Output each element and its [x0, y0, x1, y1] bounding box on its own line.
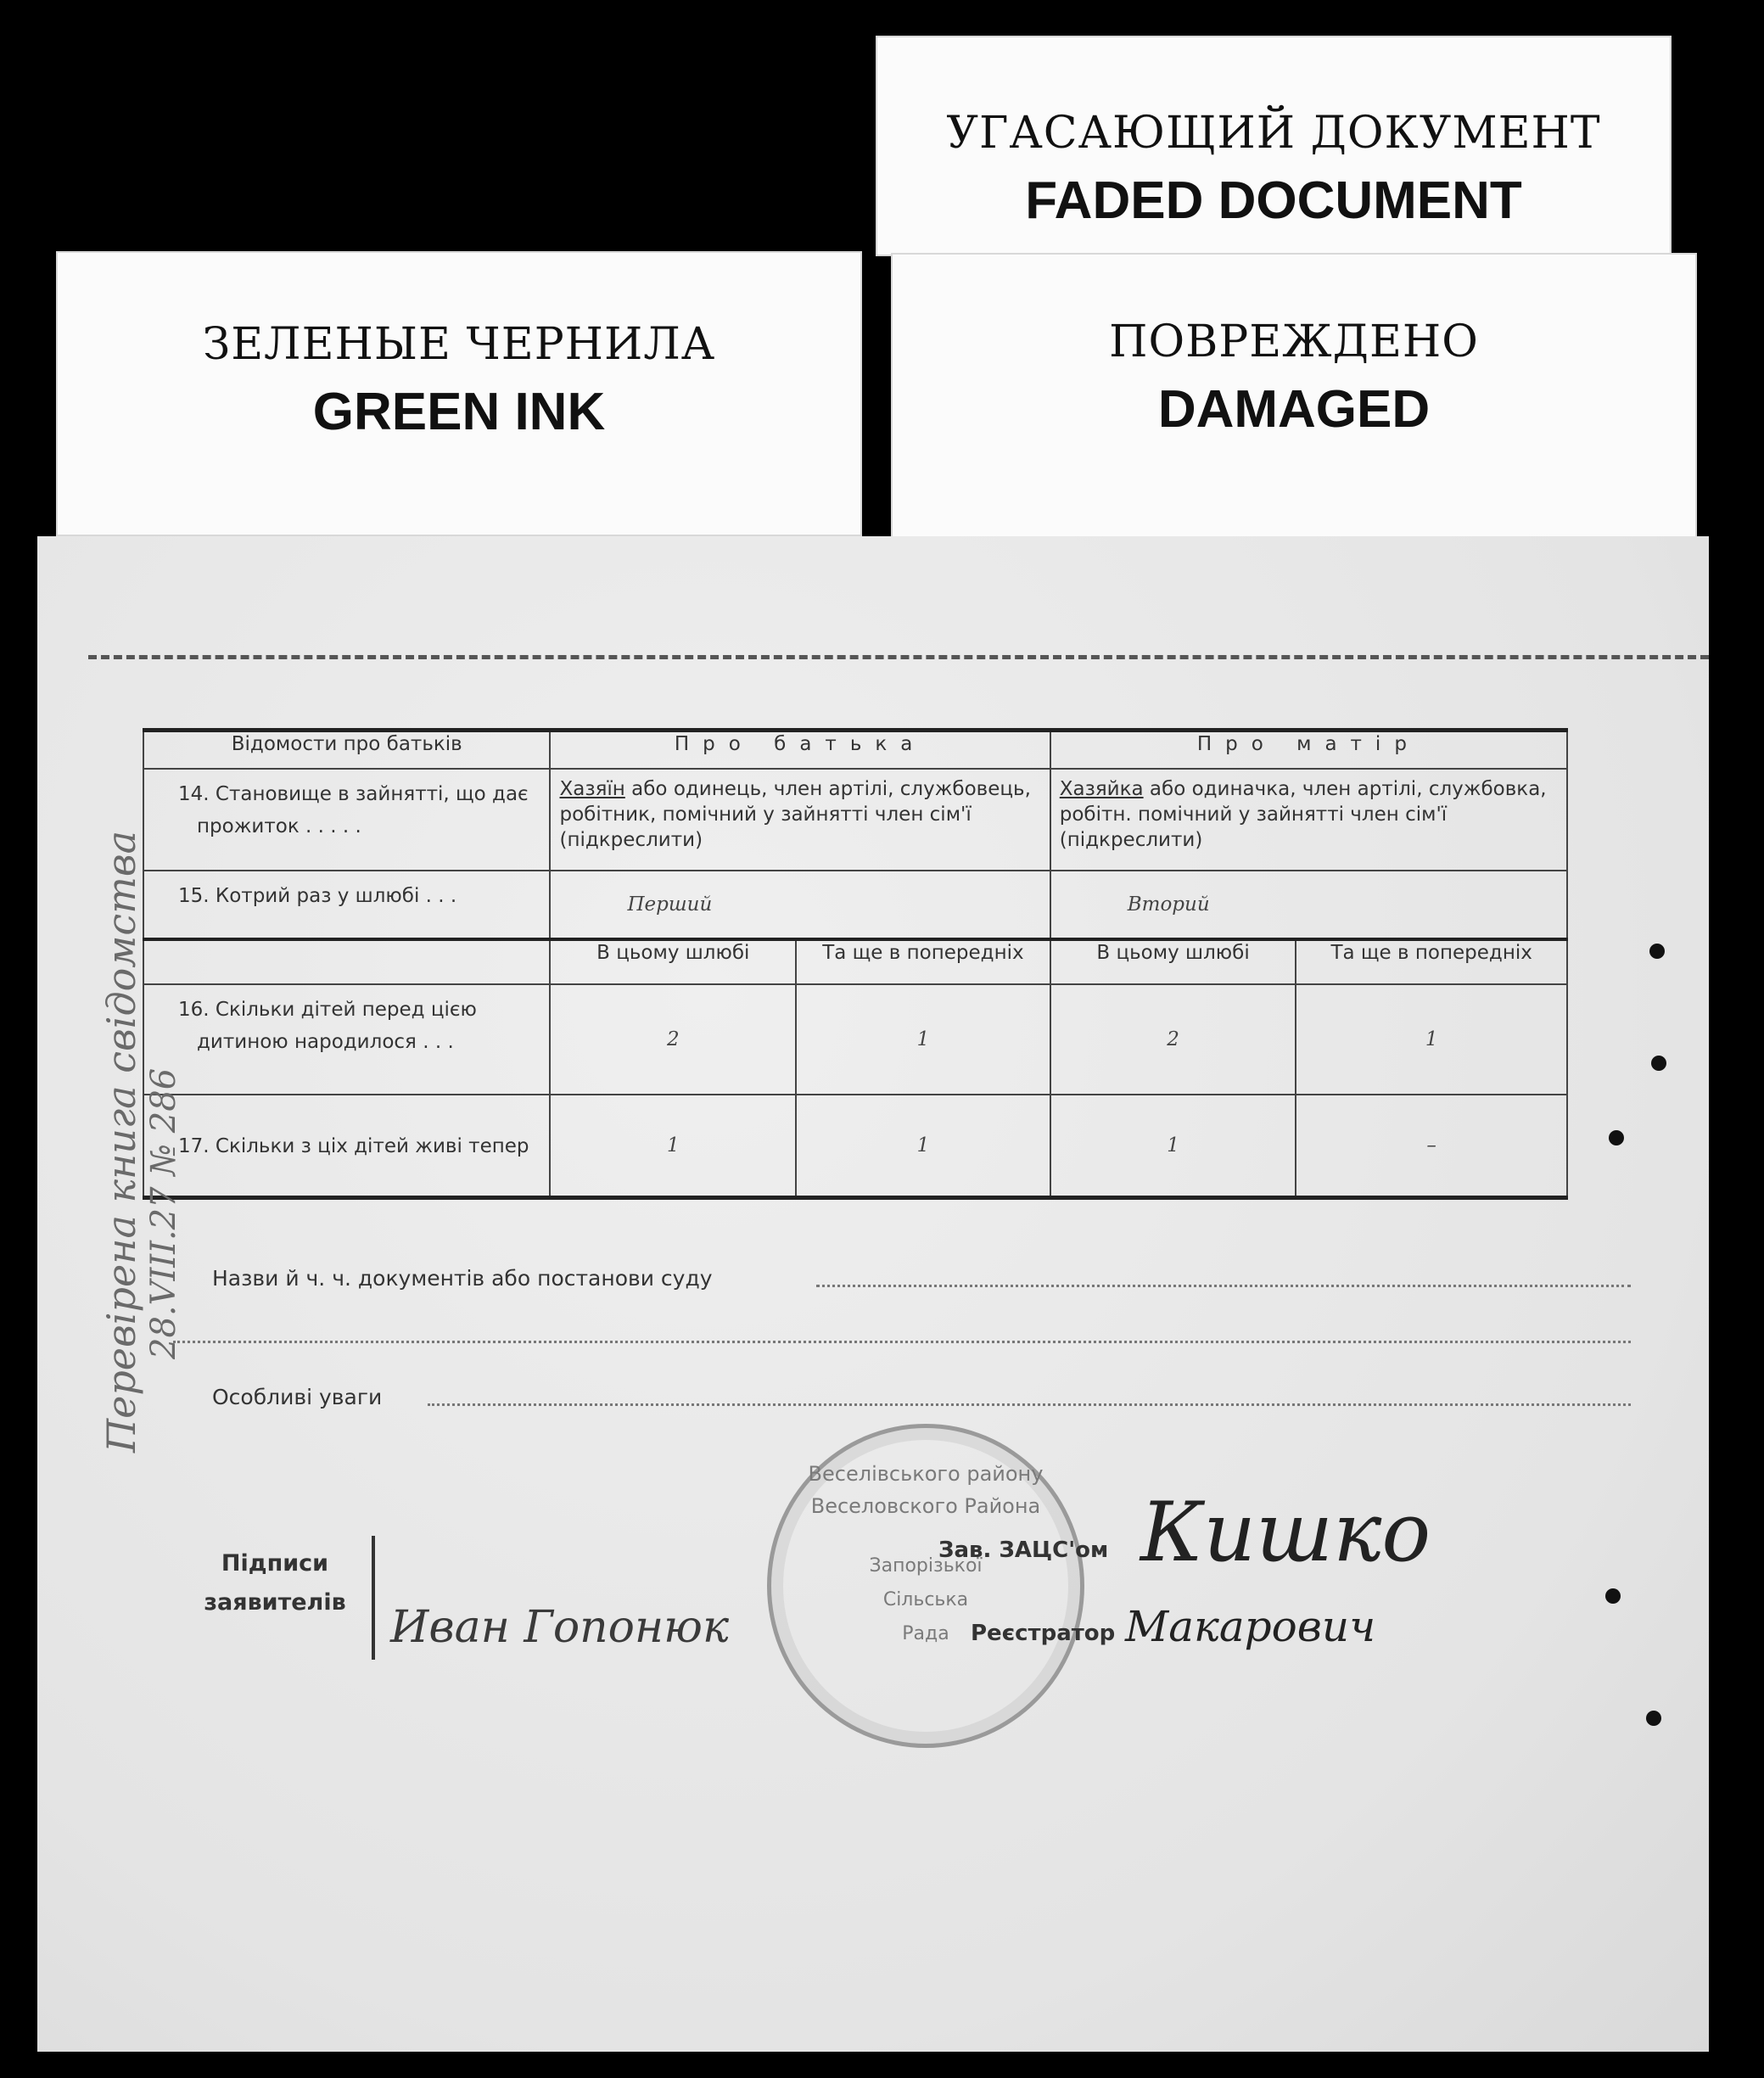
stamp-line-4: Сільська	[882, 1589, 969, 1610]
margin-note	[98, 831, 183, 1453]
perforation-line	[88, 655, 1709, 659]
q17-father-current: 1	[550, 1095, 796, 1198]
q16-mother-current: 2	[1050, 984, 1296, 1095]
applicants-brace	[372, 1536, 387, 1660]
damaged-label	[891, 253, 1697, 538]
punch-hole-5	[1646, 1711, 1661, 1726]
stamp-line-2: Веселовского Района	[810, 1494, 1041, 1518]
q15-label: 15. Котрий раз у шлюбі . . .	[143, 871, 550, 939]
q14-father-selected: Хазяїн	[559, 778, 625, 800]
damaged-label-en: DAMAGED	[1157, 380, 1431, 439]
q15-father-value: Перший	[550, 871, 1050, 939]
table-row-q15	[143, 871, 1567, 939]
q17-mother-previous: –	[1296, 1095, 1567, 1198]
green-label-en: GREEN INK	[312, 383, 606, 441]
applicants-label	[190, 1544, 360, 1622]
header-mother: Про матір	[1050, 731, 1567, 770]
table-header-row	[143, 731, 1567, 770]
q16-label: 16. Скільки дітей перед цією дитиною народилося . . .	[143, 984, 550, 1095]
q14-mother-selected: Хазяйка	[1059, 778, 1144, 800]
q14-father-rest: або одинець, член артілі, службовець, робітник, помічний у зайнятті член сім'ї (підкреслити)	[559, 778, 1031, 851]
head-signature: Кишко	[1140, 1485, 1431, 1580]
parents-info-table	[143, 728, 1568, 1200]
q15-mother-value: Вторий	[1050, 871, 1567, 939]
subheader-father-current: В цьому шлюбі	[550, 939, 796, 984]
punch-hole-4	[1605, 1588, 1621, 1604]
subheader-blank	[143, 939, 550, 984]
stamp-line-1: Веселівського району	[808, 1462, 1044, 1486]
damaged-label-ru: ПОВРЕЖДЕНО	[1109, 316, 1479, 367]
q16-father-current: 2	[550, 984, 796, 1095]
applicant-signature: Иван Гопонюк	[390, 1602, 730, 1653]
table-subheader-row	[143, 939, 1567, 984]
registrar-signature: Макарович	[1125, 1602, 1376, 1651]
q17-father-previous: 1	[796, 1095, 1050, 1198]
registrar-label: Реєстратор	[971, 1621, 1116, 1646]
punch-hole-2	[1651, 1056, 1666, 1071]
faded-label-en: FADED DOCUMENT	[1025, 171, 1522, 230]
q14-mother-rest: або одиначка, член артілі, службовка, робітн. помічний у зайнятті член сім'ї (підкреслити)	[1059, 778, 1547, 851]
stamp-line-3: Запорізької	[869, 1555, 983, 1577]
margin-note-text: Перевірена книга свідомства	[98, 830, 144, 1453]
documents-field-line	[816, 1285, 1631, 1287]
official-stamp	[767, 1424, 1084, 1748]
header-father: Про батька	[550, 731, 1050, 770]
table-row-q17	[143, 1095, 1567, 1198]
head-label: Зав. ЗАЦС'ом	[938, 1537, 1109, 1563]
header-parents-info: Відомости про батьків	[143, 731, 550, 770]
punch-hole-1	[1649, 944, 1665, 959]
q17-mother-current: 1	[1050, 1095, 1296, 1198]
q16-father-previous: 1	[796, 984, 1050, 1095]
green-label-ru: ЗЕЛЕНЫЕ ЧЕРНИЛА	[202, 319, 716, 370]
remarks-field-label: Особливі уваги	[212, 1385, 383, 1409]
documents-field-label: Назви й ч. ч. документів або постанови суду	[212, 1266, 713, 1291]
table-row-q14	[143, 769, 1567, 871]
table-row-q16	[143, 984, 1567, 1095]
subheader-mother-previous: Та ще в попередніх	[1296, 939, 1567, 984]
punch-hole-3	[1609, 1130, 1624, 1145]
q14-mother-options	[1050, 769, 1567, 871]
applicants-label-line-2: заявителів	[204, 1589, 346, 1616]
faded-document-label	[876, 36, 1672, 256]
document-sheet	[37, 536, 1709, 2052]
remarks-field-line	[428, 1403, 1631, 1406]
subheader-mother-current: В цьому шлюбі	[1050, 939, 1296, 984]
faded-label-ru: УГАСАЮЩИЙ ДОКУМЕНТ	[946, 108, 1601, 159]
margin-note-number: 28.VIII.27 № 286	[144, 1067, 183, 1359]
q17-label: 17. Скільки з ціх дітей живі тепер	[143, 1095, 550, 1198]
subheader-father-previous: Та ще в попередніх	[796, 939, 1050, 984]
applicants-label-line-1: Підписи	[221, 1550, 329, 1577]
q14-label: 14. Становище в зайнятті, що дає прожиток . . . . .	[143, 769, 550, 871]
q16-mother-previous: 1	[1296, 984, 1567, 1095]
stamp-line-5: Рада	[902, 1623, 949, 1644]
documents-field-line-2	[173, 1341, 1631, 1343]
q14-father-options	[550, 769, 1050, 871]
green-ink-label	[56, 251, 862, 536]
